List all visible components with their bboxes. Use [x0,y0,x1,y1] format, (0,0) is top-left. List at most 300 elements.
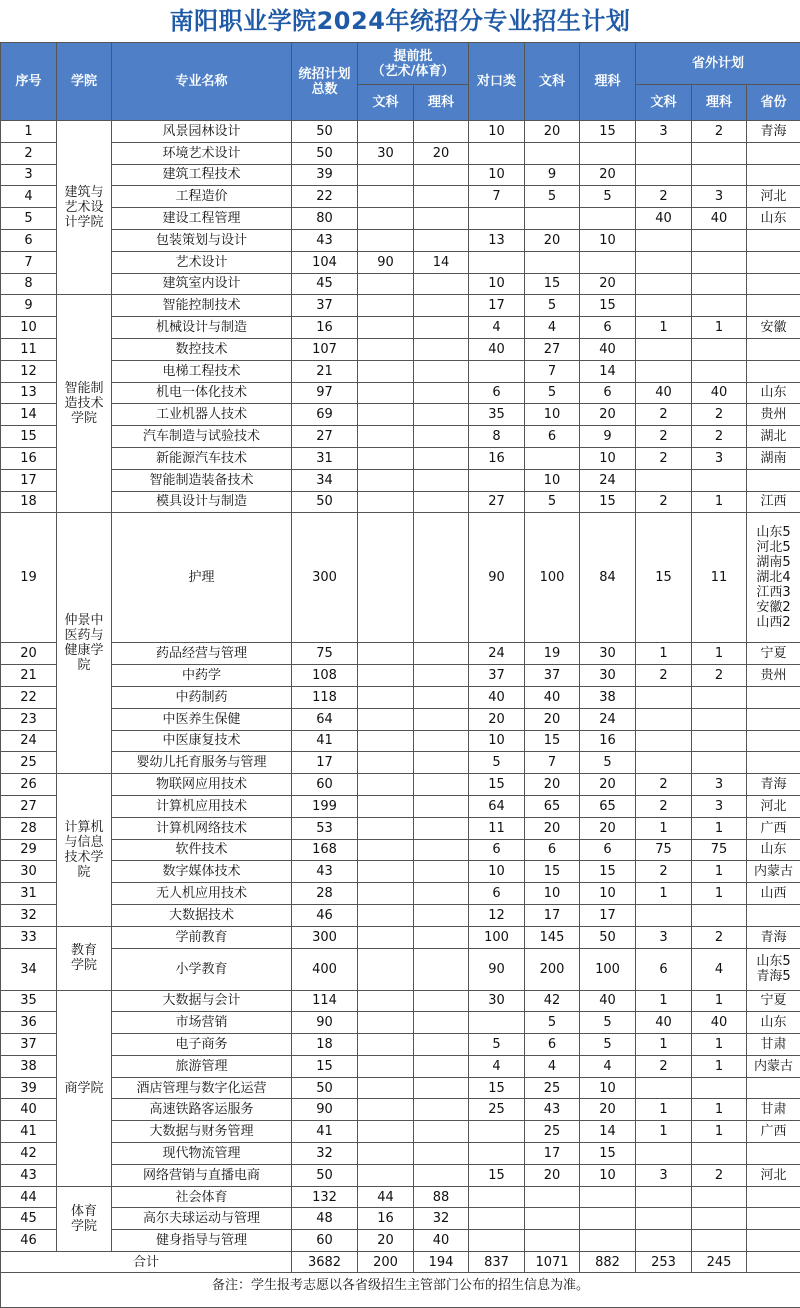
table-row [1,1012,800,1034]
cell-outside-science [692,229,747,251]
cell-major: 建筑室内设计 [112,273,292,295]
cell-major: 计算机网络技术 [112,817,292,839]
cell-outside-arts [636,752,692,774]
cell-arts [525,142,580,164]
table-row [1,926,800,948]
college-name-line: 教育 [70,943,97,959]
cell-outside-science [692,1230,747,1252]
cell-province: 青海 [747,774,800,796]
cell-vocational: 64 [469,795,525,817]
college-name-line: 仲景中 [64,613,104,629]
header-early-batch [358,43,469,85]
cell-vocational: 15 [469,774,525,796]
cell-science: 30 [580,643,636,665]
cell-major: 婴幼儿托育服务与管理 [112,752,292,774]
cell-total: 41 [292,1121,358,1143]
cell-early-science [414,1164,469,1186]
cell-outside-arts: 3 [636,926,692,948]
cell-early-science [414,1099,469,1121]
cell-total: 43 [292,229,358,251]
cell-outside-arts: 2 [636,774,692,796]
cell-early-arts [358,295,414,317]
cell-total: 32 [292,1143,358,1165]
cell-early-arts [358,708,414,730]
table-row [1,208,800,230]
header-arts: 文科 [525,43,580,121]
cell-index: 8 [1,273,57,295]
cell-science: 20 [580,273,636,295]
cell-science: 20 [580,404,636,426]
cell-arts [525,251,580,273]
cell-province: 青海 [747,926,800,948]
cell-science: 6 [580,839,636,861]
total-value: 194 [414,1252,469,1273]
cell-total: 64 [292,708,358,730]
cell-early-science: 14 [414,251,469,273]
cell-index: 37 [1,1034,57,1056]
cell-total: 90 [292,1099,358,1121]
college-name-line: 健康学 [64,643,104,659]
cell-arts: 5 [525,295,580,317]
cell-province: 贵州 [747,665,800,687]
cell-outside-arts: 1 [636,883,692,905]
cell-outside-arts [636,708,692,730]
table-row [1,686,800,708]
cell-arts: 200 [525,948,580,990]
cell-outside-arts [636,1230,692,1252]
cell-early-arts [358,839,414,861]
cell-outside-science [692,904,747,926]
cell-science [580,251,636,273]
header-outside-science: 理科 [692,85,747,121]
cell-science: 100 [580,948,636,990]
cell-vocational [469,360,525,382]
cell-province [747,142,800,164]
cell-index: 35 [1,990,57,1012]
cell-outside-science: 1 [692,643,747,665]
cell-outside-science [692,708,747,730]
cell-vocational: 11 [469,817,525,839]
table-row [1,382,800,404]
cell-vocational: 90 [469,513,525,643]
cell-arts: 43 [525,1099,580,1121]
cell-early-science [414,774,469,796]
table-row [1,121,800,143]
cell-outside-science: 3 [692,774,747,796]
cell-vocational: 40 [469,686,525,708]
cell-early-science [414,1055,469,1077]
cell-arts: 7 [525,752,580,774]
cell-total: 90 [292,1012,358,1034]
header-early-science: 理科 [414,85,469,121]
cell-early-arts [358,730,414,752]
table-row [1,273,800,295]
cell-early-science [414,643,469,665]
cell-early-science [414,1034,469,1056]
cell-total: 50 [292,142,358,164]
cell-vocational: 15 [469,1164,525,1186]
cell-early-science [414,1143,469,1165]
cell-total: 60 [292,774,358,796]
cell-science: 6 [580,317,636,339]
cell-major: 市场营销 [112,1012,292,1034]
cell-arts: 5 [525,1012,580,1034]
cell-early-science [414,752,469,774]
cell-science: 30 [580,665,636,687]
cell-science: 24 [580,469,636,491]
cell-index: 21 [1,665,57,687]
cell-outside-arts: 75 [636,839,692,861]
cell-early-science [414,404,469,426]
cell-outside-science: 40 [692,1012,747,1034]
cell-total: 97 [292,382,358,404]
header-early-line1: 提前批 [393,48,433,64]
cell-early-science [414,426,469,448]
cell-early-science [414,208,469,230]
total-value: 200 [358,1252,414,1273]
table-row [1,229,800,251]
cell-total: 16 [292,317,358,339]
cell-major: 数控技术 [112,338,292,360]
college-name-line: 建筑与 [64,185,104,201]
cell-outside-science: 1 [692,491,747,513]
cell-arts: 20 [525,121,580,143]
cell-total: 45 [292,273,358,295]
cell-early-science [414,513,469,643]
cell-total: 18 [292,1034,358,1056]
cell-outside-science: 1 [692,1099,747,1121]
cell-major: 数字媒体技术 [112,861,292,883]
cell-major: 计算机应用技术 [112,795,292,817]
table-row [1,904,800,926]
page-title: 南阳职业学院2024年统招分专业招生计划 [169,7,631,35]
cell-science: 20 [580,164,636,186]
cell-major: 建筑工程技术 [112,164,292,186]
cell-early-arts [358,665,414,687]
cell-science: 4 [580,1055,636,1077]
province-line: 山西2 [756,615,791,631]
cell-province: 湖南 [747,447,800,469]
cell-outside-science: 1 [692,817,747,839]
table-row [1,1077,800,1099]
table-row [1,1186,800,1208]
cell-science: 20 [580,1099,636,1121]
cell-science: 15 [580,1143,636,1165]
cell-science: 50 [580,926,636,948]
cell-science: 24 [580,708,636,730]
cell-index: 6 [1,229,57,251]
cell-total: 75 [292,643,358,665]
cell-early-science [414,164,469,186]
cell-early-science [414,317,469,339]
cell-index: 28 [1,817,57,839]
cell-arts: 20 [525,817,580,839]
cell-index: 33 [1,926,57,948]
cell-index: 27 [1,795,57,817]
total-value: 245 [692,1252,747,1273]
province-line: 山东5 [756,954,791,969]
cell-early-arts [358,382,414,404]
college-name-line: 计算机 [64,819,104,835]
cell-arts: 42 [525,990,580,1012]
table-row [1,1208,800,1230]
cell-early-arts: 90 [358,251,414,273]
cell-outside-science: 3 [692,186,747,208]
cell-early-arts [358,883,414,905]
cell-outside-science: 1 [692,1055,747,1077]
cell-early-science [414,1121,469,1143]
cell-early-arts [358,1099,414,1121]
cell-outside-arts [636,1208,692,1230]
table-row [1,295,800,317]
cell-outside-science [692,251,747,273]
total-value: 253 [636,1252,692,1273]
cell-early-science [414,1012,469,1034]
cell-outside-arts [636,1143,692,1165]
table-row [1,1164,800,1186]
cell-outside-science: 2 [692,121,747,143]
cell-vocational [469,142,525,164]
cell-index: 30 [1,861,57,883]
cell-outside-science: 1 [692,1121,747,1143]
cell-major: 高尔夫球运动与管理 [112,1208,292,1230]
cell-vocational: 30 [469,990,525,1012]
cell-province [747,686,800,708]
college-name-line: 体育 [70,1203,97,1219]
cell-province: 湖北 [747,426,800,448]
cell-province [747,164,800,186]
total-value: 837 [469,1252,525,1273]
cell-major: 艺术设计 [112,251,292,273]
cell-early-arts [358,948,414,990]
college-cell [57,295,112,513]
cell-outside-arts: 2 [636,404,692,426]
cell-vocational: 10 [469,273,525,295]
table-row [1,491,800,513]
cell-early-arts [358,1012,414,1034]
cell-early-arts [358,1143,414,1165]
cell-major: 中药制药 [112,686,292,708]
college-name-line: 商学院 [64,1080,104,1096]
cell-province [747,948,800,990]
cell-major: 工业机器人技术 [112,404,292,426]
cell-arts: 65 [525,795,580,817]
cell-outside-arts: 2 [636,186,692,208]
cell-outside-arts [636,142,692,164]
cell-province [747,469,800,491]
table-row [1,426,800,448]
cell-early-science [414,665,469,687]
cell-outside-arts: 15 [636,513,692,643]
cell-index: 16 [1,447,57,469]
cell-index: 42 [1,1143,57,1165]
cell-major: 大数据技术 [112,904,292,926]
cell-vocational: 4 [469,317,525,339]
cell-outside-arts: 2 [636,861,692,883]
cell-total: 17 [292,752,358,774]
cell-vocational: 17 [469,295,525,317]
table-row [1,1230,800,1252]
cell-arts: 20 [525,1164,580,1186]
cell-science: 6 [580,382,636,404]
cell-early-arts [358,360,414,382]
cell-early-science [414,686,469,708]
cell-early-arts [358,795,414,817]
cell-early-science [414,708,469,730]
cell-outside-arts: 2 [636,426,692,448]
cell-index: 20 [1,643,57,665]
cell-science: 14 [580,1121,636,1143]
cell-major: 学前教育 [112,926,292,948]
cell-outside-arts: 2 [636,447,692,469]
cell-province: 安徽 [747,317,800,339]
cell-early-arts [358,513,414,643]
cell-outside-science [692,730,747,752]
cell-total: 39 [292,164,358,186]
cell-arts: 40 [525,686,580,708]
cell-arts: 7 [525,360,580,382]
cell-vocational: 90 [469,948,525,990]
cell-science: 40 [580,990,636,1012]
table-row [1,839,800,861]
cell-vocational [469,1186,525,1208]
cell-total: 108 [292,665,358,687]
cell-early-science [414,273,469,295]
cell-vocational: 16 [469,447,525,469]
cell-vocational: 10 [469,861,525,883]
cell-outside-arts: 1 [636,990,692,1012]
cell-total: 118 [292,686,358,708]
cell-arts: 19 [525,643,580,665]
header-total [292,43,358,121]
cell-province [747,273,800,295]
cell-index: 5 [1,208,57,230]
table-row [1,513,800,643]
cell-outside-science: 2 [692,926,747,948]
header-total-line1: 统招计划 [298,66,351,82]
cell-vocational: 10 [469,121,525,143]
cell-science: 16 [580,730,636,752]
cell-vocational [469,1012,525,1034]
college-cell [57,926,112,990]
cell-outside-science: 11 [692,513,747,643]
cell-arts: 10 [525,883,580,905]
cell-total: 34 [292,469,358,491]
cell-index: 36 [1,1012,57,1034]
college-cell [57,774,112,927]
province-line: 青海5 [756,969,791,984]
cell-province: 山东 [747,1012,800,1034]
cell-arts: 9 [525,164,580,186]
cell-major: 机械设计与制造 [112,317,292,339]
cell-major: 酒店管理与数字化运营 [112,1077,292,1099]
cell-science: 10 [580,1164,636,1186]
cell-science: 5 [580,186,636,208]
cell-total: 15 [292,1055,358,1077]
cell-science: 15 [580,491,636,513]
table-row [1,730,800,752]
table-row [1,708,800,730]
cell-province: 广西 [747,817,800,839]
cell-science: 14 [580,360,636,382]
cell-outside-arts: 1 [636,643,692,665]
cell-index: 9 [1,295,57,317]
cell-vocational: 35 [469,404,525,426]
cell-index: 26 [1,774,57,796]
cell-early-arts: 20 [358,1230,414,1252]
cell-outside-arts: 40 [636,208,692,230]
cell-total: 22 [292,186,358,208]
cell-outside-science [692,295,747,317]
cell-early-science: 40 [414,1230,469,1252]
cell-province: 甘肃 [747,1099,800,1121]
cell-index: 19 [1,513,57,643]
table-row [1,360,800,382]
cell-total: 50 [292,1164,358,1186]
total-label: 合计 [1,1252,292,1273]
cell-outside-science: 3 [692,795,747,817]
cell-outside-arts [636,229,692,251]
cell-early-science [414,1077,469,1099]
table-row [1,643,800,665]
cell-vocational: 12 [469,904,525,926]
province-line: 湖北4 [756,570,791,586]
table-row [1,817,800,839]
cell-outside-arts: 1 [636,1121,692,1143]
cell-major: 药品经营与管理 [112,643,292,665]
header-index: 序号 [1,43,57,121]
cell-vocational: 13 [469,229,525,251]
cell-arts [525,1208,580,1230]
cell-outside-science [692,142,747,164]
cell-province [747,1208,800,1230]
cell-early-science [414,447,469,469]
cell-index: 22 [1,686,57,708]
cell-arts: 25 [525,1077,580,1099]
cell-total: 21 [292,360,358,382]
cell-outside-science: 40 [692,208,747,230]
cell-index: 24 [1,730,57,752]
table-row [1,142,800,164]
cell-arts: 20 [525,708,580,730]
cell-total: 132 [292,1186,358,1208]
cell-province [747,1230,800,1252]
cell-major: 汽车制造与试验技术 [112,426,292,448]
cell-major: 新能源汽车技术 [112,447,292,469]
cell-early-science [414,382,469,404]
cell-science: 15 [580,861,636,883]
table-row [1,1055,800,1077]
cell-total: 48 [292,1208,358,1230]
cell-major: 社会体育 [112,1186,292,1208]
cell-vocational: 6 [469,382,525,404]
college-name-line: 医药与 [64,628,104,644]
college-cell [57,121,112,295]
cell-vocational [469,469,525,491]
cell-province: 内蒙古 [747,861,800,883]
cell-early-arts [358,990,414,1012]
cell-science: 10 [580,447,636,469]
cell-outside-arts: 1 [636,1034,692,1056]
cell-index: 32 [1,904,57,926]
cell-outside-arts [636,251,692,273]
cell-total: 300 [292,513,358,643]
cell-early-arts [358,317,414,339]
cell-vocational: 5 [469,1034,525,1056]
table-row [1,1099,800,1121]
cell-early-arts [358,1164,414,1186]
total-value: 3682 [292,1252,358,1273]
